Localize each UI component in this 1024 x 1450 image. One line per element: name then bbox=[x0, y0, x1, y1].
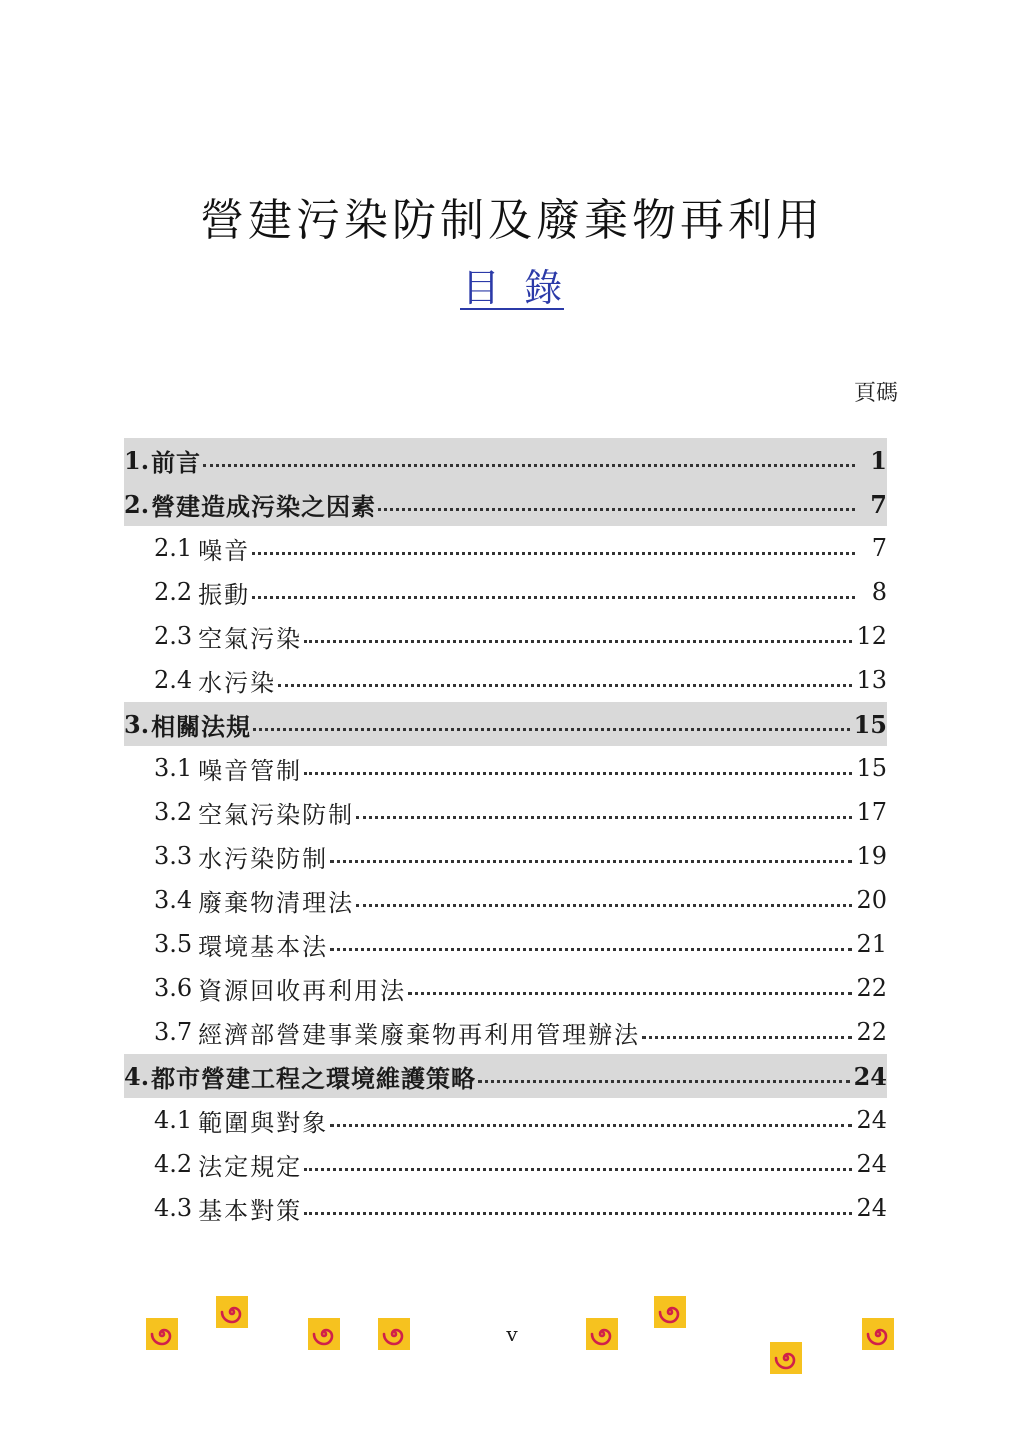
toc-entry-number: 2.2 bbox=[154, 578, 193, 606]
toc-entry-title: 相關法規 bbox=[151, 711, 252, 741]
toc-entry-page: 24 bbox=[856, 1194, 887, 1222]
toc-chapter-row[interactable] bbox=[124, 702, 887, 746]
toc-dot-leader bbox=[330, 948, 852, 951]
toc-entry-number: 3.6 bbox=[154, 974, 193, 1002]
toc-entry-number: 3.3 bbox=[154, 842, 193, 870]
toc-entry-number: 3.7 bbox=[154, 1018, 193, 1046]
toc-entry-page: 15 bbox=[853, 709, 887, 739]
toc-entry-title: 都市營建工程之環境維護策略 bbox=[151, 1063, 477, 1093]
toc-entry-title: 水污染 bbox=[198, 668, 277, 697]
toc-entry-number: 2.3 bbox=[154, 622, 193, 650]
toc-entry-page: 24 bbox=[856, 1106, 887, 1134]
toc-entry-title: 環境基本法 bbox=[198, 932, 329, 961]
toc-chapter-row[interactable] bbox=[124, 438, 887, 482]
toc-dot-leader bbox=[330, 1124, 852, 1127]
toc-dot-leader bbox=[304, 1168, 852, 1171]
toc-entry-number: 4.3 bbox=[154, 1194, 193, 1222]
toc-entry-number: 3.2 bbox=[154, 798, 193, 826]
toc-dot-leader bbox=[330, 860, 852, 863]
toc-section-row[interactable] bbox=[124, 1142, 887, 1186]
toc-entry-number: 3.1 bbox=[154, 754, 193, 782]
toc-section-row[interactable] bbox=[124, 834, 887, 878]
toc-entry-title: 經濟部營建事業廢棄物再利用管理辦法 bbox=[198, 1020, 641, 1049]
toc-dot-leader bbox=[356, 816, 852, 819]
toc-dot-leader bbox=[253, 728, 850, 731]
toc-section-row[interactable] bbox=[124, 922, 887, 966]
toc-entry-page: 20 bbox=[856, 886, 887, 914]
toc-entry-page: 19 bbox=[856, 842, 887, 870]
footer-page-number: v bbox=[506, 1322, 518, 1346]
toc-section-row[interactable] bbox=[124, 878, 887, 922]
toc-section-row[interactable] bbox=[124, 1098, 887, 1142]
toc-entry-number: 2.1 bbox=[154, 534, 193, 562]
toc-list bbox=[124, 438, 887, 1230]
toc-entry-title: 前言 bbox=[151, 447, 202, 477]
toc-dot-leader bbox=[642, 1036, 852, 1039]
toc-section-row[interactable] bbox=[124, 790, 887, 834]
toc-section-row[interactable] bbox=[124, 614, 887, 658]
toc-chapter-row[interactable] bbox=[124, 1054, 887, 1098]
toc-entry-number: 4. bbox=[124, 1061, 150, 1091]
toc-section-row[interactable] bbox=[124, 570, 887, 614]
toc-entry-page: 1 bbox=[870, 445, 887, 475]
toc-entry-number: 2.4 bbox=[154, 666, 193, 694]
toc-dot-leader bbox=[408, 992, 852, 995]
toc-entry-page: 8 bbox=[871, 578, 887, 606]
toc-entry-title: 噪音管制 bbox=[198, 756, 303, 785]
toc-dot-leader bbox=[304, 640, 852, 643]
toc-entry-page: 12 bbox=[856, 622, 887, 650]
toc-entry-page: 13 bbox=[856, 666, 887, 694]
toc-heading bbox=[0, 268, 1024, 310]
toc-entry-page: 22 bbox=[856, 974, 887, 1002]
document-title: 營建污染防制及廢棄物再利用 bbox=[200, 195, 824, 246]
toc-entry-title: 資源回收再利用法 bbox=[198, 976, 407, 1005]
toc-dot-leader bbox=[203, 464, 855, 467]
toc-entry-page: 24 bbox=[853, 1061, 887, 1091]
toc-entry-number: 4.1 bbox=[154, 1106, 193, 1134]
toc-section-row[interactable] bbox=[124, 746, 887, 790]
toc-entry-title: 法定規定 bbox=[198, 1152, 303, 1181]
toc-entry-page: 17 bbox=[856, 798, 887, 826]
toc-entry-title: 廢棄物清理法 bbox=[198, 888, 355, 917]
toc-entry-title: 噪音 bbox=[198, 536, 251, 565]
toc-section-row[interactable] bbox=[124, 526, 887, 570]
toc-entry-page: 7 bbox=[870, 489, 887, 519]
toc-dot-leader bbox=[356, 904, 852, 907]
toc-dot-leader bbox=[478, 1080, 850, 1083]
toc-entry-page: 22 bbox=[856, 1018, 887, 1046]
toc-heading-text: 目 錄 bbox=[461, 266, 563, 310]
toc-dot-leader bbox=[304, 772, 852, 775]
toc-entry-title: 水污染防制 bbox=[198, 844, 329, 873]
toc-entry-title: 振動 bbox=[198, 580, 251, 609]
toc-dot-leader bbox=[252, 596, 855, 599]
toc-chapter-row[interactable] bbox=[124, 482, 887, 526]
toc-entry-page: 24 bbox=[856, 1150, 887, 1178]
toc-section-row[interactable] bbox=[124, 1010, 887, 1054]
swirl-icon bbox=[770, 1342, 802, 1374]
toc-entry-number: 4.2 bbox=[154, 1150, 193, 1178]
toc-entry-page: 15 bbox=[856, 754, 887, 782]
toc-dot-leader bbox=[304, 1212, 852, 1215]
toc-dot-leader bbox=[252, 552, 855, 555]
toc-entry-number: 3.5 bbox=[154, 930, 193, 958]
toc-entry-title: 範圍與對象 bbox=[198, 1108, 329, 1137]
page-column-label: 頁碼 bbox=[853, 381, 898, 406]
toc-entry-title: 空氣污染防制 bbox=[198, 800, 355, 829]
toc-section-row[interactable] bbox=[124, 658, 887, 702]
toc-entry-title: 基本對策 bbox=[198, 1196, 303, 1225]
toc-entry-number: 3.4 bbox=[154, 886, 193, 914]
toc-entry-number: 2. bbox=[124, 489, 150, 519]
toc-entry-page: 21 bbox=[856, 930, 887, 958]
toc-section-row[interactable] bbox=[124, 966, 887, 1010]
toc-entry-number: 3. bbox=[124, 709, 150, 739]
toc-entry-page: 7 bbox=[871, 534, 887, 562]
toc-entry-title: 營建造成污染之因素 bbox=[151, 491, 377, 521]
toc-dot-leader bbox=[378, 508, 855, 511]
toc-entry-title: 空氣污染 bbox=[198, 624, 303, 653]
toc-section-row[interactable] bbox=[124, 1186, 887, 1230]
toc-dot-leader bbox=[278, 684, 852, 687]
toc-entry-number: 1. bbox=[124, 445, 150, 475]
